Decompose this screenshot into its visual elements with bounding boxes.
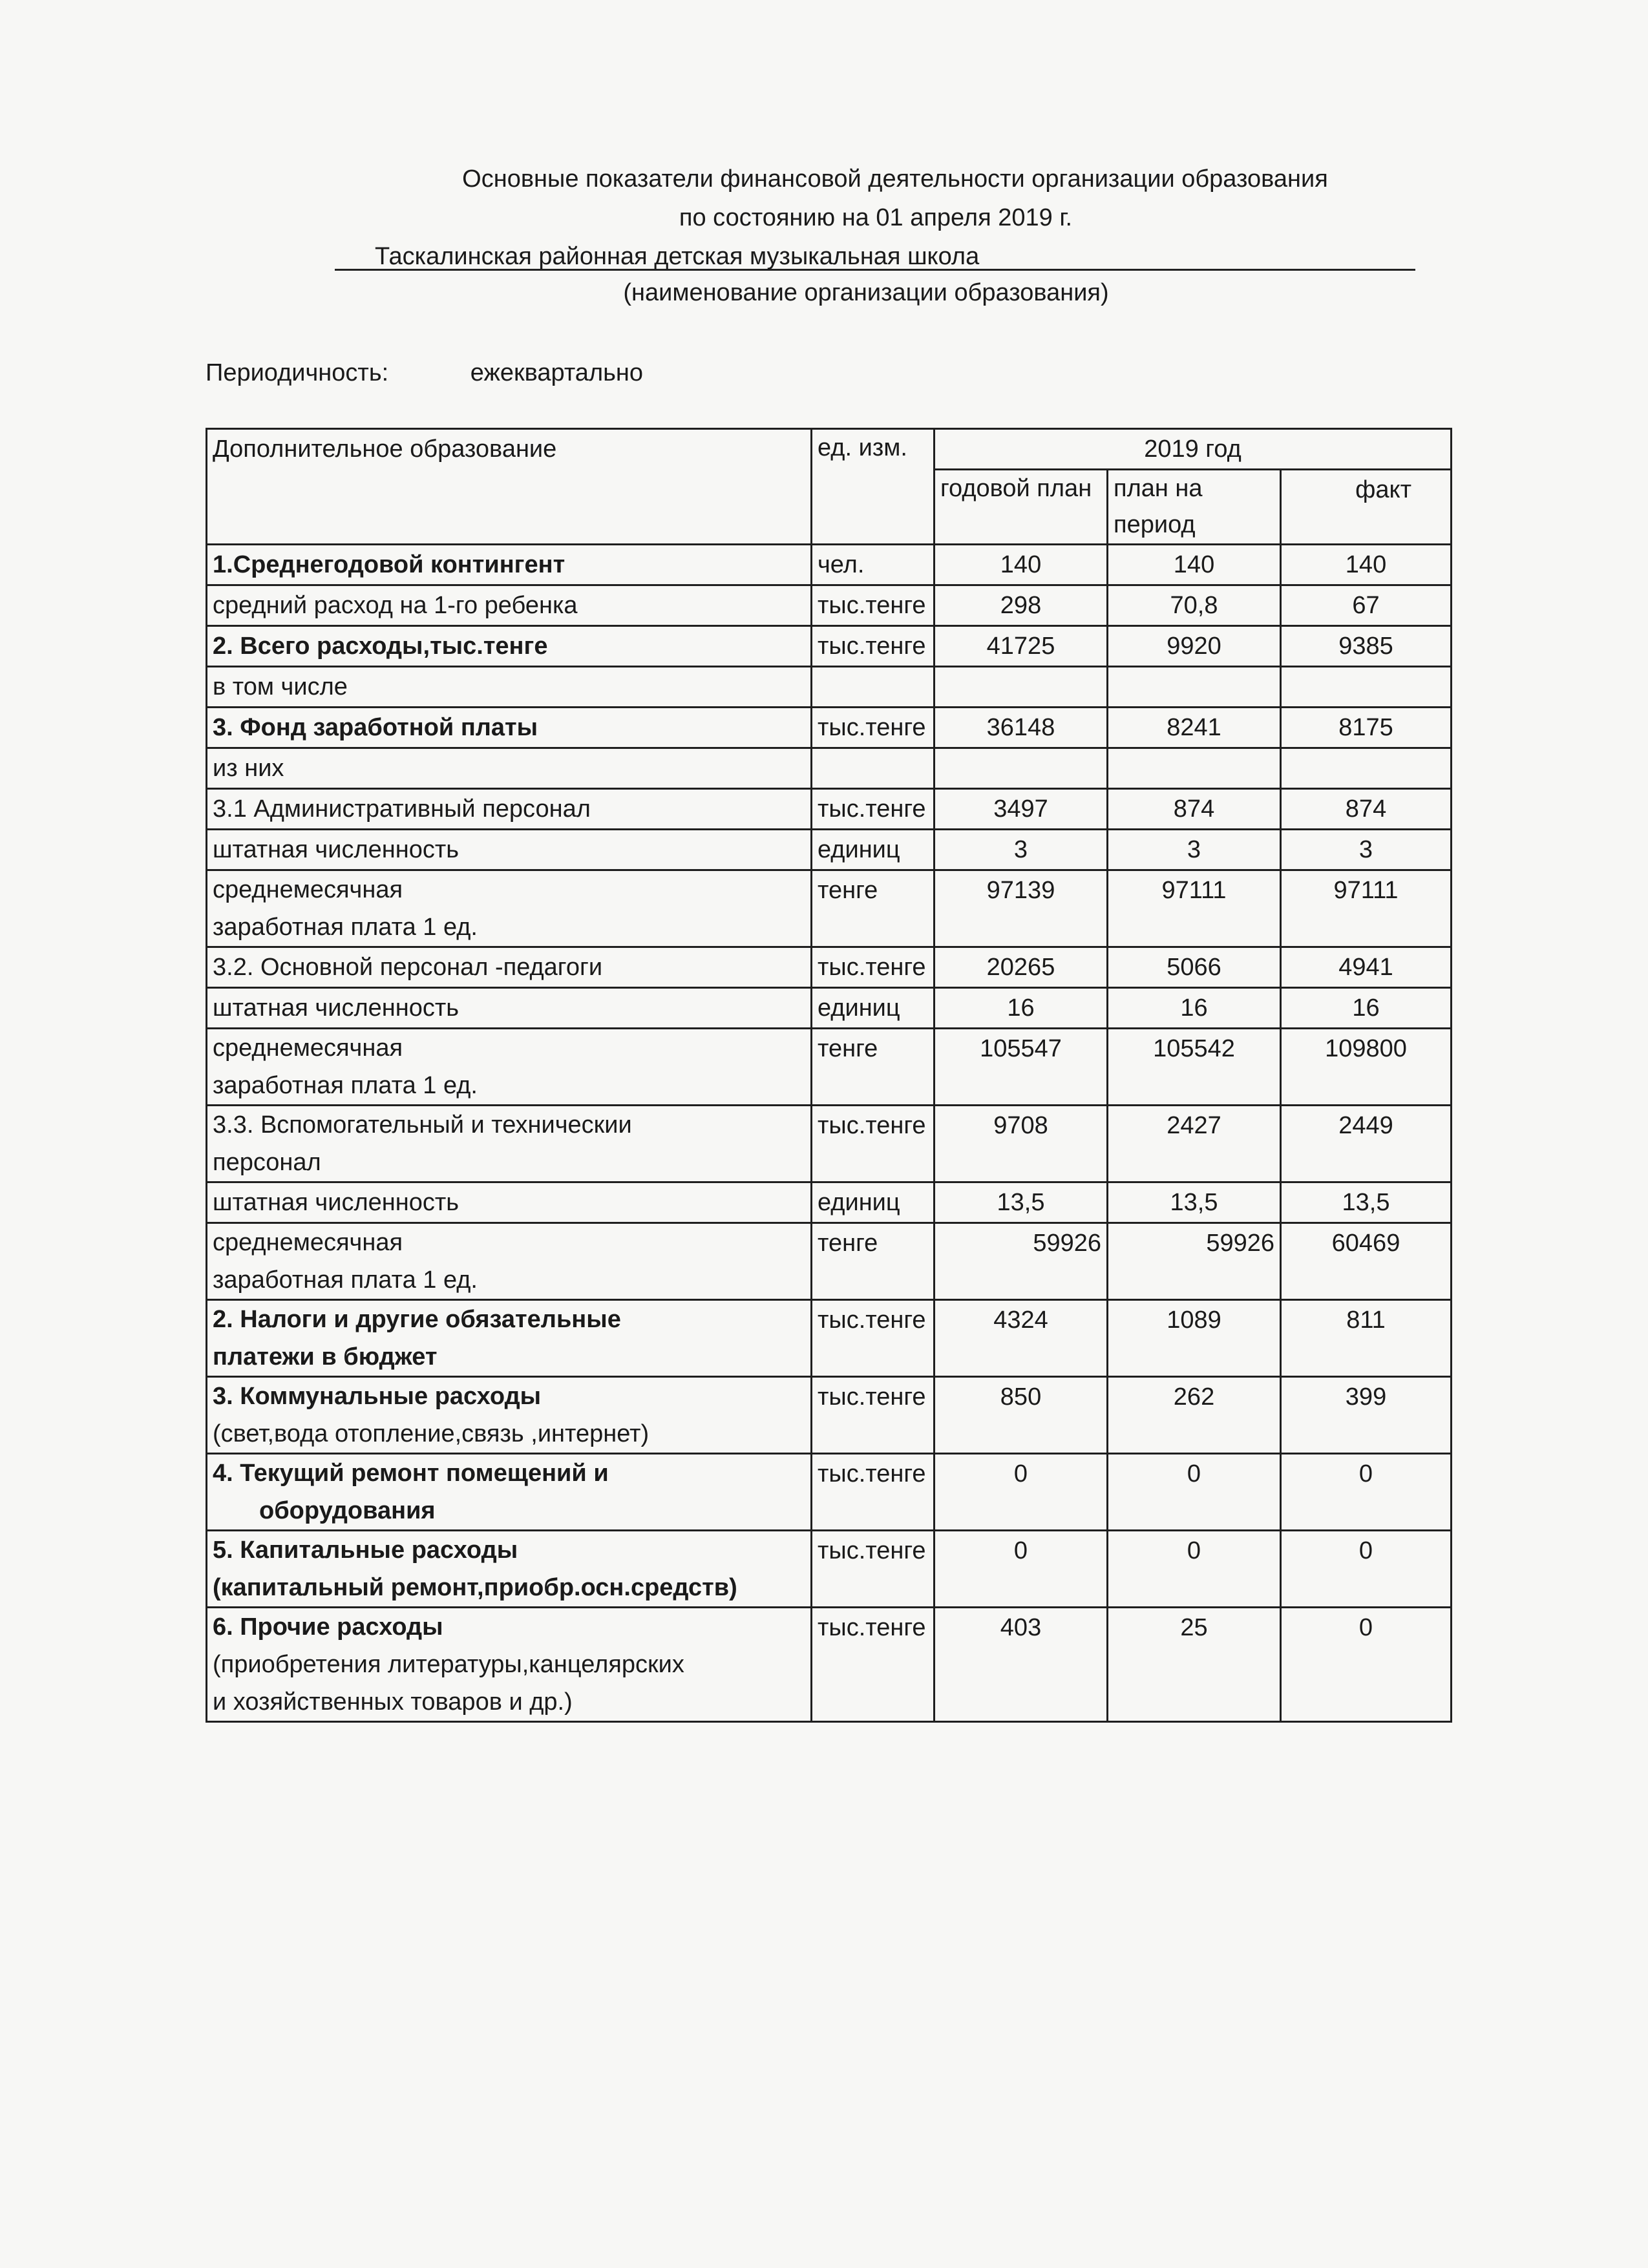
row-period: 0 (1108, 1454, 1281, 1531)
row-name: 1.Среднегодовой контингент (207, 545, 812, 585)
row-fact: 2449 (1281, 1106, 1452, 1182)
row-plan: 16 (935, 988, 1108, 1029)
table-row (207, 1106, 1452, 1182)
row-name: штатная численность (207, 1182, 812, 1223)
row-unit: тыс.тенге (812, 626, 935, 667)
row-plan (935, 667, 1108, 708)
header-fact: факт (1281, 470, 1452, 545)
row-plan: 140 (935, 545, 1108, 585)
row-fact: 3 (1281, 830, 1452, 870)
row-unit: тыс.тенге (812, 1300, 935, 1377)
row-period: 70,8 (1108, 585, 1281, 626)
row-name: среднемесячная заработная плата 1 ед. (207, 870, 812, 947)
row-fact: 4941 (1281, 947, 1452, 988)
header-name: Дополнительное образование (207, 429, 812, 545)
row-unit: единиц (812, 1182, 935, 1223)
row-unit: тыс.тенге (812, 789, 935, 830)
row-fact: 0 (1281, 1531, 1452, 1608)
row-name: 3. Коммунальные расходы (213, 1383, 542, 1410)
row-fact: 8175 (1281, 708, 1452, 748)
table-row (207, 1377, 1452, 1454)
row-name: 3.2. Основной персонал -педагоги (207, 947, 812, 988)
row-unit: единиц (812, 988, 935, 1029)
table-row (207, 545, 1452, 585)
row-name: среднемесячная заработная плата 1 ед. (207, 1223, 812, 1300)
row-name-cell (207, 1608, 812, 1722)
row-fact: 811 (1281, 1300, 1452, 1377)
row-period: 105542 (1108, 1029, 1281, 1106)
row-fact: 874 (1281, 789, 1452, 830)
row-fact: 9385 (1281, 626, 1452, 667)
row-unit (812, 748, 935, 789)
row-fact: 13,5 (1281, 1182, 1452, 1223)
row-name: 5. Капитальные расходы (213, 1537, 518, 1564)
table-row (207, 1182, 1452, 1223)
row-name: штатная численность (207, 988, 812, 1029)
table-row (207, 1300, 1452, 1377)
row-unit: тыс.тенге (812, 1454, 935, 1531)
row-plan: 0 (935, 1454, 1108, 1531)
row-period: 97111 (1108, 870, 1281, 947)
table-row (207, 1029, 1452, 1106)
row-period: 0 (1108, 1531, 1281, 1608)
document-title: Основные показатели финансовой деятельности организации образования (462, 165, 1328, 193)
row-period: 5066 (1108, 947, 1281, 988)
row-plan: 9708 (935, 1106, 1108, 1182)
row-period: 16 (1108, 988, 1281, 1029)
row-period (1108, 748, 1281, 789)
row-unit: чел. (812, 545, 935, 585)
row-unit: тенге (812, 1223, 935, 1300)
row-unit: тенге (812, 870, 935, 947)
header-year: 2019 год (935, 429, 1452, 470)
row-plan: 3 (935, 830, 1108, 870)
row-period: 59926 (1108, 1223, 1281, 1300)
row-period: 9920 (1108, 626, 1281, 667)
row-unit: единиц (812, 830, 935, 870)
row-name-sub: (капитальный ремонт,приобр.осн.средств) (213, 1574, 737, 1601)
row-plan: 41725 (935, 626, 1108, 667)
table-row (207, 1223, 1452, 1300)
row-unit: тыс.тенге (812, 585, 935, 626)
table-row (207, 748, 1452, 789)
table-row (207, 626, 1452, 667)
periodicity-value: ежеквартально (470, 359, 644, 386)
row-plan: 4324 (935, 1300, 1108, 1377)
row-unit: тыс.тенге (812, 947, 935, 988)
table-row (207, 1531, 1452, 1608)
row-unit: тыс.тенге (812, 1608, 935, 1722)
organization-caption-wrap (0, 279, 1648, 307)
row-name-sub: оборудования (259, 1497, 436, 1524)
row-name: среднемесячная заработная плата 1 ед. (207, 1029, 812, 1106)
table-row (207, 870, 1452, 947)
row-plan: 105547 (935, 1029, 1108, 1106)
table-row (207, 789, 1452, 830)
financial-indicators-table (206, 428, 1452, 1723)
row-period (1108, 667, 1281, 708)
organization-name-line (335, 239, 1415, 271)
header-unit: ед. изм. (812, 429, 935, 545)
row-name: 6. Прочие расходы (213, 1613, 443, 1641)
row-unit: тыс.тенге (812, 708, 935, 748)
table-row (207, 667, 1452, 708)
row-plan: 3497 (935, 789, 1108, 830)
row-unit: тыс.тенге (812, 1106, 935, 1182)
organization-caption: (наименование организации образования) (623, 279, 1109, 306)
row-unit: тыс.тенге (812, 1531, 935, 1608)
table-row (207, 988, 1452, 1029)
row-name-cell (207, 1531, 812, 1608)
row-fact: 67 (1281, 585, 1452, 626)
row-unit (812, 667, 935, 708)
table-row (207, 708, 1452, 748)
row-plan: 403 (935, 1608, 1108, 1722)
row-name: 2. Налоги и другие обязательные платежи в бюджет (207, 1300, 812, 1377)
row-plan: 97139 (935, 870, 1108, 947)
row-period: 140 (1108, 545, 1281, 585)
table-header-row (207, 429, 1452, 470)
periodicity-label: Периодичность: (206, 359, 389, 386)
row-plan: 20265 (935, 947, 1108, 988)
row-name-cell (207, 1454, 812, 1531)
row-plan: 0 (935, 1531, 1108, 1608)
row-plan: 850 (935, 1377, 1108, 1454)
row-name: 3.3. Вспомогательный и техническии персонал (207, 1106, 812, 1182)
row-fact: 16 (1281, 988, 1452, 1029)
header-plan-period: план на период (1108, 470, 1281, 545)
row-period: 8241 (1108, 708, 1281, 748)
header-plan-year: годовой план (935, 470, 1108, 545)
row-name-cell (207, 1377, 812, 1454)
row-fact: 97111 (1281, 870, 1452, 947)
row-plan: 36148 (935, 708, 1108, 748)
row-name: в том числе (207, 667, 812, 708)
row-period: 874 (1108, 789, 1281, 830)
row-name: 4. Текущий ремонт помещений и (213, 1460, 609, 1487)
table-row (207, 1608, 1452, 1722)
table-row (207, 585, 1452, 626)
row-period: 262 (1108, 1377, 1281, 1454)
table-row (207, 830, 1452, 870)
row-fact: 0 (1281, 1454, 1452, 1531)
row-fact: 60469 (1281, 1223, 1452, 1300)
row-plan: 13,5 (935, 1182, 1108, 1223)
row-fact (1281, 667, 1452, 708)
row-name-sub: (приобретения литературы,канцелярских и хозяйственных товаров и др.) (213, 1651, 684, 1716)
row-period: 2427 (1108, 1106, 1281, 1182)
row-plan: 298 (935, 585, 1108, 626)
periodicity (206, 359, 643, 387)
table-row (207, 947, 1452, 988)
row-name: из них (207, 748, 812, 789)
row-plan: 59926 (935, 1223, 1108, 1300)
document-date-line: по состоянию на 01 апреля 2019 г. (679, 204, 1073, 231)
row-name: 2. Всего расходы,тыс.тенге (207, 626, 812, 667)
row-fact: 109800 (1281, 1029, 1452, 1106)
row-unit: тыс.тенге (812, 1377, 935, 1454)
row-fact: 399 (1281, 1377, 1452, 1454)
organization-name: Таскалинская районная детская музыкальная школа (375, 243, 980, 270)
row-period: 3 (1108, 830, 1281, 870)
row-name: штатная численность (207, 830, 812, 870)
row-fact: 140 (1281, 545, 1452, 585)
row-unit: тенге (812, 1029, 935, 1106)
row-name: 3.1 Административный персонал (207, 789, 812, 830)
row-plan (935, 748, 1108, 789)
table-row (207, 1454, 1452, 1531)
row-period: 25 (1108, 1608, 1281, 1722)
row-fact: 0 (1281, 1608, 1452, 1722)
row-fact (1281, 748, 1452, 789)
row-name: средний расход на 1-го ребенка (207, 585, 812, 626)
row-name: 3. Фонд заработной платы (207, 708, 812, 748)
row-period: 1089 (1108, 1300, 1281, 1377)
row-name-sub: (свет,вода отопление,связь ,интернет) (213, 1420, 650, 1447)
row-period: 13,5 (1108, 1182, 1281, 1223)
